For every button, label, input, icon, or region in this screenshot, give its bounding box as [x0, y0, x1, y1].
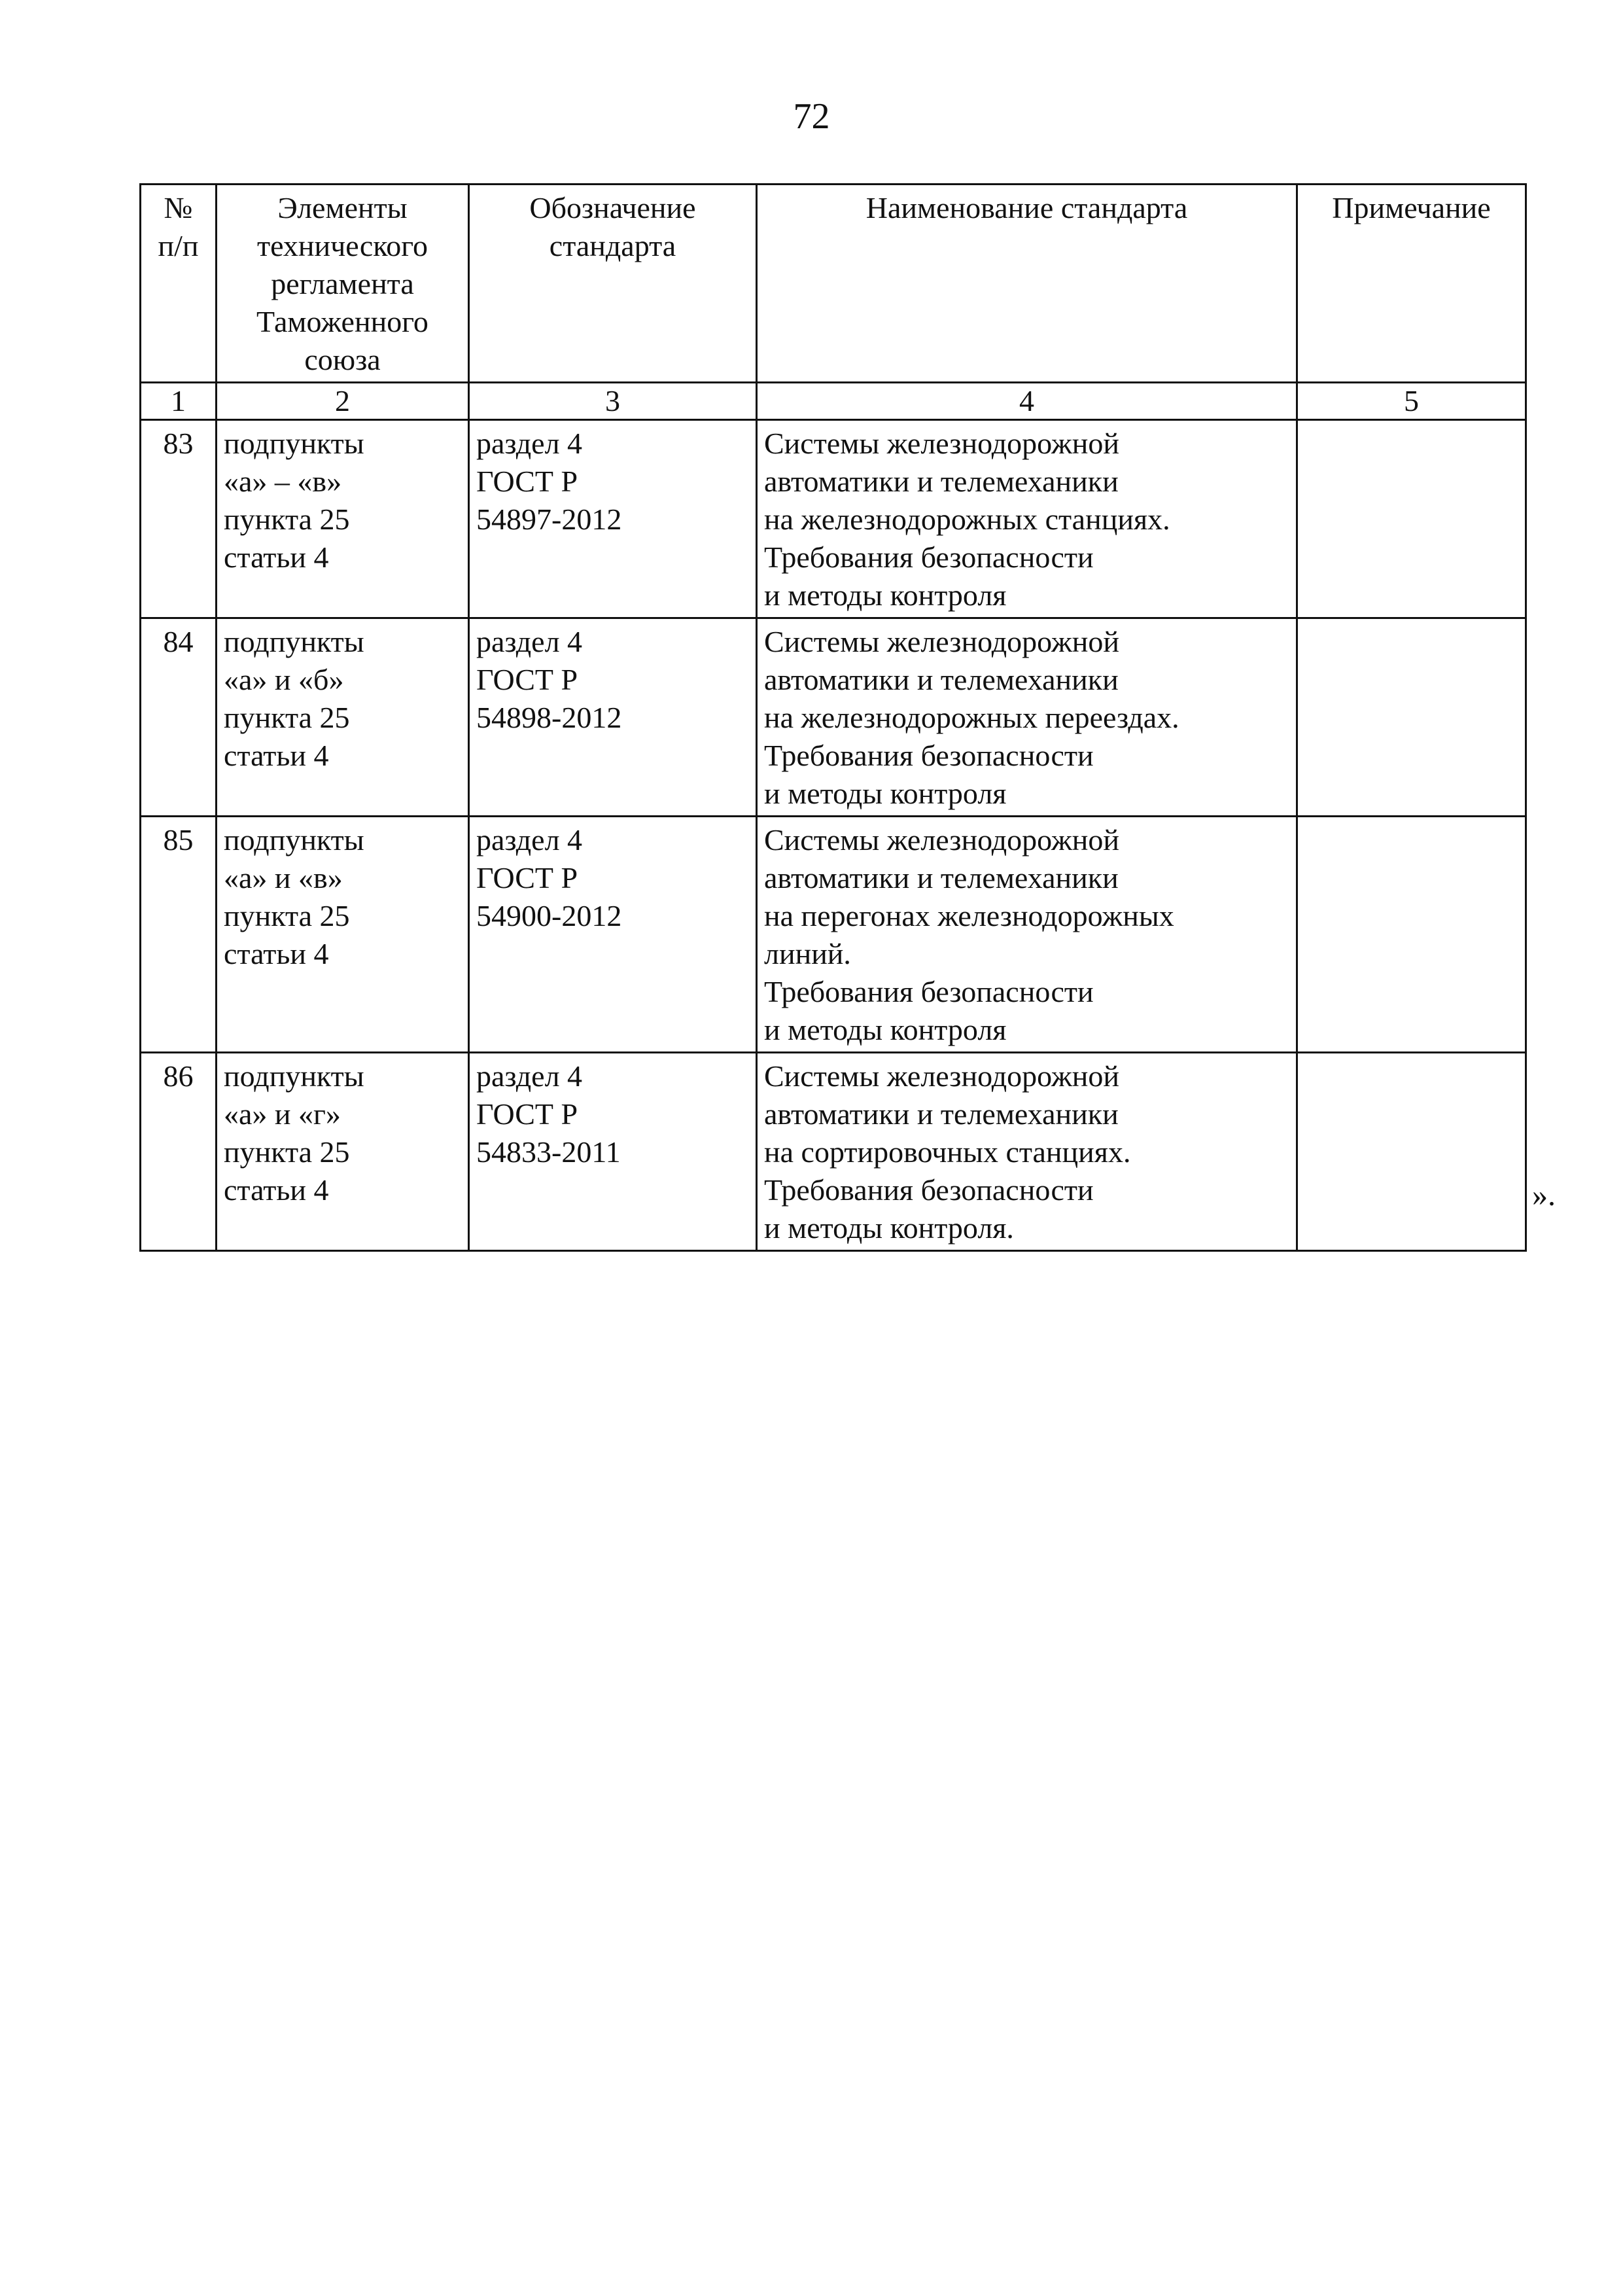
cell-line: пункта 25	[224, 899, 350, 932]
cell-line: раздел 4	[476, 427, 583, 460]
cell-line: Системы железнодорожной	[764, 625, 1120, 658]
row-note	[1297, 420, 1526, 618]
header-line: Наименование стандарта	[865, 191, 1188, 224]
row-standard-name	[757, 817, 1297, 1053]
header-note	[1297, 185, 1526, 383]
cell-line: статьи 4	[224, 937, 329, 970]
standards-table	[139, 183, 1527, 1252]
row-elements	[217, 817, 469, 1053]
closing-quote: ».	[1532, 1178, 1556, 1212]
table-row	[141, 618, 1526, 817]
header-line: союза	[304, 343, 381, 376]
header-name	[757, 185, 1297, 383]
cell-line: Системы железнодорожной	[764, 823, 1120, 857]
cell-line: Требования безопасности	[764, 1173, 1094, 1207]
table-row	[141, 817, 1526, 1053]
header-line: №	[164, 191, 193, 224]
cell-line: раздел 4	[476, 625, 583, 658]
cell-line: ГОСТ Р	[476, 1097, 578, 1131]
cell-line: на железнодорожных станциях.	[764, 503, 1170, 536]
cell-line: «а» и «в»	[224, 861, 343, 894]
table-row	[141, 1053, 1526, 1251]
cell-line: автоматики и телемеханики	[764, 663, 1119, 696]
header-code	[469, 185, 757, 383]
header-line: Обозначение	[529, 191, 696, 224]
row-number: 86	[141, 1053, 217, 1251]
row-elements	[217, 618, 469, 817]
cell-line: линий.	[764, 937, 851, 970]
table-row	[141, 420, 1526, 618]
header-line: Таможенного	[256, 305, 428, 338]
cell-line: 54900-2012	[476, 899, 622, 932]
column-number: 5	[1297, 383, 1526, 420]
cell-line: статьи 4	[224, 540, 329, 574]
cell-line: Требования безопасности	[764, 739, 1094, 772]
row-standard-code	[469, 1053, 757, 1251]
header-line: Элементы	[277, 191, 408, 224]
cell-line: 54898-2012	[476, 701, 622, 734]
row-number: 85	[141, 817, 217, 1053]
cell-line: пункта 25	[224, 701, 350, 734]
row-standard-name	[757, 420, 1297, 618]
row-standard-name	[757, 618, 1297, 817]
cell-line: на перегонах железнодорожных	[764, 899, 1174, 932]
cell-line: ГОСТ Р	[476, 465, 578, 498]
column-number: 2	[217, 383, 469, 420]
row-elements	[217, 420, 469, 618]
column-number: 3	[469, 383, 757, 420]
column-number: 4	[757, 383, 1297, 420]
cell-line: автоматики и телемеханики	[764, 861, 1119, 894]
row-standard-code	[469, 618, 757, 817]
table-header-row	[141, 185, 1526, 383]
cell-line: «а» и «г»	[224, 1097, 341, 1131]
row-number: 83	[141, 420, 217, 618]
header-line: Примечание	[1332, 191, 1491, 224]
cell-line: подпункты	[224, 823, 364, 857]
cell-line: Требования безопасности	[764, 540, 1094, 574]
row-standard-code	[469, 817, 757, 1053]
cell-line: статьи 4	[224, 739, 329, 772]
cell-line: подпункты	[224, 625, 364, 658]
cell-line: раздел 4	[476, 823, 583, 857]
cell-line: и методы контроля	[764, 578, 1007, 612]
cell-line: статьи 4	[224, 1173, 329, 1207]
cell-line: пункта 25	[224, 503, 350, 536]
row-standard-name	[757, 1053, 1297, 1251]
row-standard-code	[469, 420, 757, 618]
row-note	[1297, 618, 1526, 817]
header-line: регламента	[271, 267, 414, 300]
cell-line: и методы контроля	[764, 1013, 1007, 1046]
cell-line: и методы контроля.	[764, 1211, 1014, 1245]
cell-line: пункта 25	[224, 1135, 350, 1169]
cell-line: 54897-2012	[476, 503, 622, 536]
cell-line: 54833-2011	[476, 1135, 621, 1169]
row-note	[1297, 1053, 1526, 1251]
cell-line: «а» – «в»	[224, 465, 342, 498]
cell-line: на железнодорожных переездах.	[764, 701, 1179, 734]
row-elements	[217, 1053, 469, 1251]
cell-line: подпункты	[224, 427, 364, 460]
cell-line: и методы контроля	[764, 777, 1007, 810]
column-number: 1	[141, 383, 217, 420]
cell-line: автоматики и телемеханики	[764, 465, 1119, 498]
cell-line: ГОСТ Р	[476, 663, 578, 696]
row-number: 84	[141, 618, 217, 817]
cell-line: подпункты	[224, 1059, 364, 1093]
cell-line: «а» и «б»	[224, 663, 344, 696]
header-line: технического	[257, 229, 428, 262]
row-note	[1297, 817, 1526, 1053]
cell-line: на сортировочных станциях.	[764, 1135, 1131, 1169]
header-num	[141, 185, 217, 383]
cell-line: Системы железнодорожной	[764, 1059, 1120, 1093]
cell-line: Системы железнодорожной	[764, 427, 1120, 460]
cell-line: автоматики и телемеханики	[764, 1097, 1119, 1131]
column-number-row	[141, 383, 1526, 420]
cell-line: ГОСТ Р	[476, 861, 578, 894]
header-line: п/п	[158, 229, 199, 262]
cell-line: раздел 4	[476, 1059, 583, 1093]
header-line: стандарта	[549, 229, 676, 262]
header-elements	[217, 185, 469, 383]
page-number: 72	[793, 96, 830, 137]
cell-line: Требования безопасности	[764, 975, 1094, 1008]
